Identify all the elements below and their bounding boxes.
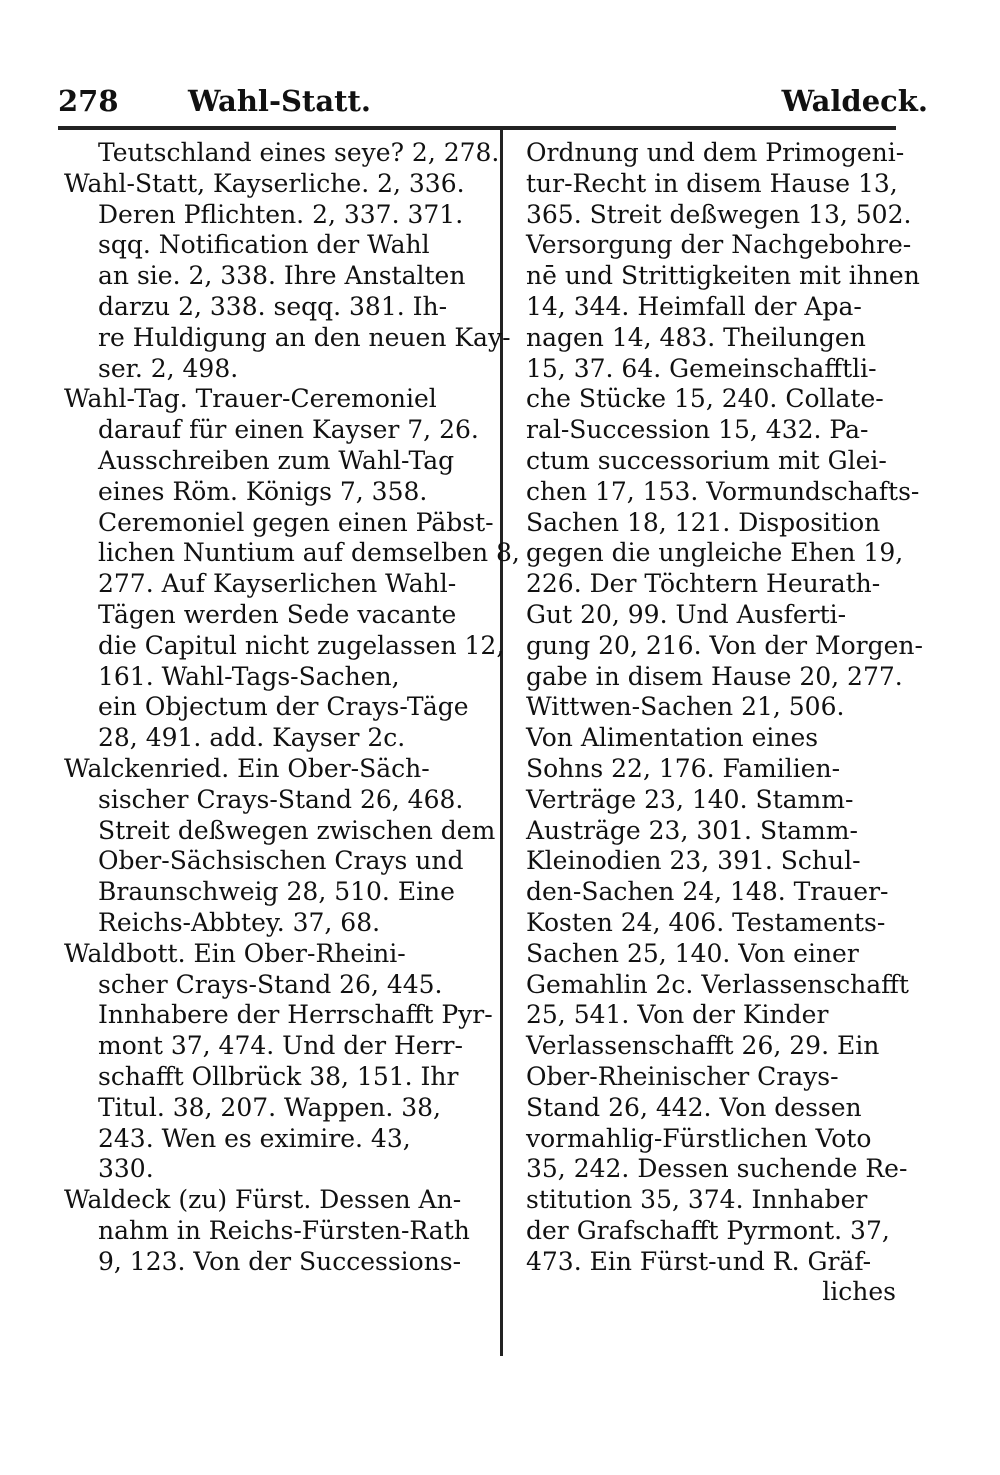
running-head-right: Waldeck. bbox=[781, 84, 928, 118]
index-line: Ceremoniel gegen einen Päbst- bbox=[98, 507, 494, 537]
index-line: 243. Wen es eximire. 43, bbox=[98, 1123, 411, 1153]
index-line: Ordnung und dem Primogeni- bbox=[526, 138, 905, 167]
index-line: gegen die ungleiche Ehen 19, bbox=[526, 538, 904, 568]
index-line: 28, 491. add. Kayser 2c. bbox=[98, 723, 406, 753]
index-line: gabe in disem Hause 20, 277. bbox=[526, 661, 903, 691]
header-rule bbox=[58, 126, 896, 130]
index-line: Teutschland eines seye? 2, 278. bbox=[98, 138, 500, 167]
index-line: 25, 541. Von der Kinder bbox=[526, 1000, 829, 1030]
index-line: lichen Nuntium auf demselben 8, bbox=[98, 538, 520, 568]
index-line: stitution 35, 374. Innhaber bbox=[526, 1185, 868, 1215]
index-line: Wittwen-Sachen 21, 506. bbox=[526, 692, 845, 722]
index-line: 365. Streit deßwegen 13, 502. bbox=[526, 199, 912, 229]
running-head-left: Wahl-Statt. bbox=[188, 84, 371, 118]
right-column bbox=[526, 138, 923, 1308]
index-line: darauf für einen Kayser 7, 26. bbox=[98, 415, 479, 445]
index-line: 15, 37. 64. Gemeinschafftli- bbox=[526, 353, 877, 383]
index-line: Versorgung der Nachgebohre- bbox=[526, 230, 912, 260]
index-line: ser. 2, 498. bbox=[98, 353, 239, 383]
index-line: sqq. Notification der Wahl bbox=[98, 230, 430, 260]
index-line: Waldeck (zu) Fürst. Dessen An- bbox=[64, 1185, 462, 1215]
index-line: re Huldigung an den neuen Kay- bbox=[98, 322, 511, 352]
index-line: der Grafschafft Pyrmont. 37, bbox=[526, 1215, 890, 1245]
index-line: Titul. 38, 207. Wappen. 38, bbox=[98, 1092, 442, 1122]
index-line: scher Crays-Stand 26, 445. bbox=[98, 969, 443, 999]
index-line: Ober-Sächsischen Crays und bbox=[98, 846, 464, 876]
index-line: Walckenried. Ein Ober-Säch- bbox=[64, 753, 430, 783]
index-line: Ausschreiben zum Wahl-Tag bbox=[98, 445, 455, 475]
index-line: den-Sachen 24, 148. Trauer- bbox=[526, 877, 889, 907]
index-line: die Capitul nicht zugelassen 12, bbox=[98, 630, 505, 660]
index-line: schafft Ollbrück 38, 151. Ihr bbox=[98, 1061, 459, 1091]
column-divider bbox=[500, 126, 503, 1356]
index-line: 226. Der Töchtern Heurath- bbox=[526, 569, 881, 599]
index-line: 473. Ein Fürst-und R. Gräf- bbox=[526, 1246, 872, 1276]
index-line: mont 37, 474. Und der Herr- bbox=[98, 1031, 463, 1061]
index-line: Kleinodien 23, 391. Schul- bbox=[526, 846, 861, 876]
index-line: Braunschweig 28, 510. Eine bbox=[98, 877, 455, 907]
index-line: nahm in Reichs-Fürsten-Rath bbox=[98, 1215, 470, 1245]
index-line: Verträge 23, 140. Stamm- bbox=[526, 784, 854, 814]
index-line: Wahl-Tag. Trauer-Ceremoniel bbox=[64, 384, 437, 414]
page-number: 278 bbox=[58, 84, 119, 118]
left-column bbox=[64, 138, 520, 1277]
index-line: ral-Succession 15, 432. Pa- bbox=[526, 415, 869, 445]
index-line: Waldbott. Ein Ober-Rheini- bbox=[64, 938, 406, 968]
index-line: Verlassenschafft 26, 29. Ein bbox=[526, 1031, 880, 1061]
index-line: Stand 26, 442. Von dessen bbox=[526, 1092, 862, 1122]
index-line: gung 20, 216. Von der Morgen- bbox=[526, 630, 923, 660]
index-line: tur-Recht in disem Hause 13, bbox=[526, 168, 898, 198]
index-line: Kosten 24, 406. Testaments- bbox=[526, 907, 886, 937]
index-line: ein Objectum der Crays-Täge bbox=[98, 692, 469, 722]
page-header bbox=[58, 82, 938, 126]
index-line: Sachen 18, 121. Disposition bbox=[526, 507, 881, 537]
index-line: nagen 14, 483. Theilungen bbox=[526, 322, 866, 352]
index-line: Ober-Rheinischer Crays- bbox=[526, 1061, 839, 1091]
index-line: Gut 20, 99. Und Ausferti- bbox=[526, 599, 847, 629]
index-line: vormahlig-Fürstlichen Voto bbox=[526, 1123, 872, 1153]
index-line: sischer Crays-Stand 26, 468. bbox=[98, 784, 464, 814]
index-line: an sie. 2, 338. Ihre Anstalten bbox=[98, 261, 466, 291]
index-line: 330. bbox=[98, 1154, 154, 1184]
index-line: liches bbox=[822, 1277, 896, 1307]
index-line: Reichs-Abbtey. 37, 68. bbox=[98, 907, 381, 937]
index-line: 35, 242. Dessen suchende Re- bbox=[526, 1154, 908, 1184]
index-line: che Stücke 15, 240. Collate- bbox=[526, 384, 884, 414]
index-line: chen 17, 153. Vormundschafts- bbox=[526, 476, 920, 506]
index-line: ctum successorium mit Glei- bbox=[526, 445, 887, 475]
index-line: 161. Wahl-Tags-Sachen, bbox=[98, 661, 400, 691]
index-line: Deren Pflichten. 2, 337. 371. bbox=[98, 199, 464, 229]
index-line: Sachen 25, 140. Von einer bbox=[526, 938, 859, 968]
index-line: nē und Strittigkeiten mit ihnen bbox=[526, 261, 920, 291]
index-line: Tägen werden Sede vacante bbox=[98, 599, 457, 629]
index-line: darzu 2, 338. seqq. 381. Ih- bbox=[98, 291, 448, 321]
index-line: Wahl-Statt, Kayserliche. 2, 336. bbox=[64, 168, 465, 198]
index-line: Austräge 23, 301. Stamm- bbox=[526, 815, 858, 845]
index-line: 14, 344. Heimfall der Apa- bbox=[526, 291, 862, 321]
index-line: Sohns 22, 176. Familien- bbox=[526, 753, 841, 783]
index-line: eines Röm. Königs 7, 358. bbox=[98, 476, 428, 506]
index-line: Innhabere der Herrschafft Pyr- bbox=[98, 1000, 493, 1030]
index-line: 9, 123. Von der Successions- bbox=[98, 1246, 462, 1276]
index-line: 277. Auf Kayserlichen Wahl- bbox=[98, 569, 457, 599]
index-line: Gemahlin 2c. Verlassenschafft bbox=[526, 969, 909, 999]
index-line: Von Alimentation eines bbox=[526, 723, 819, 753]
index-line: Streit deßwegen zwischen dem bbox=[98, 815, 496, 845]
